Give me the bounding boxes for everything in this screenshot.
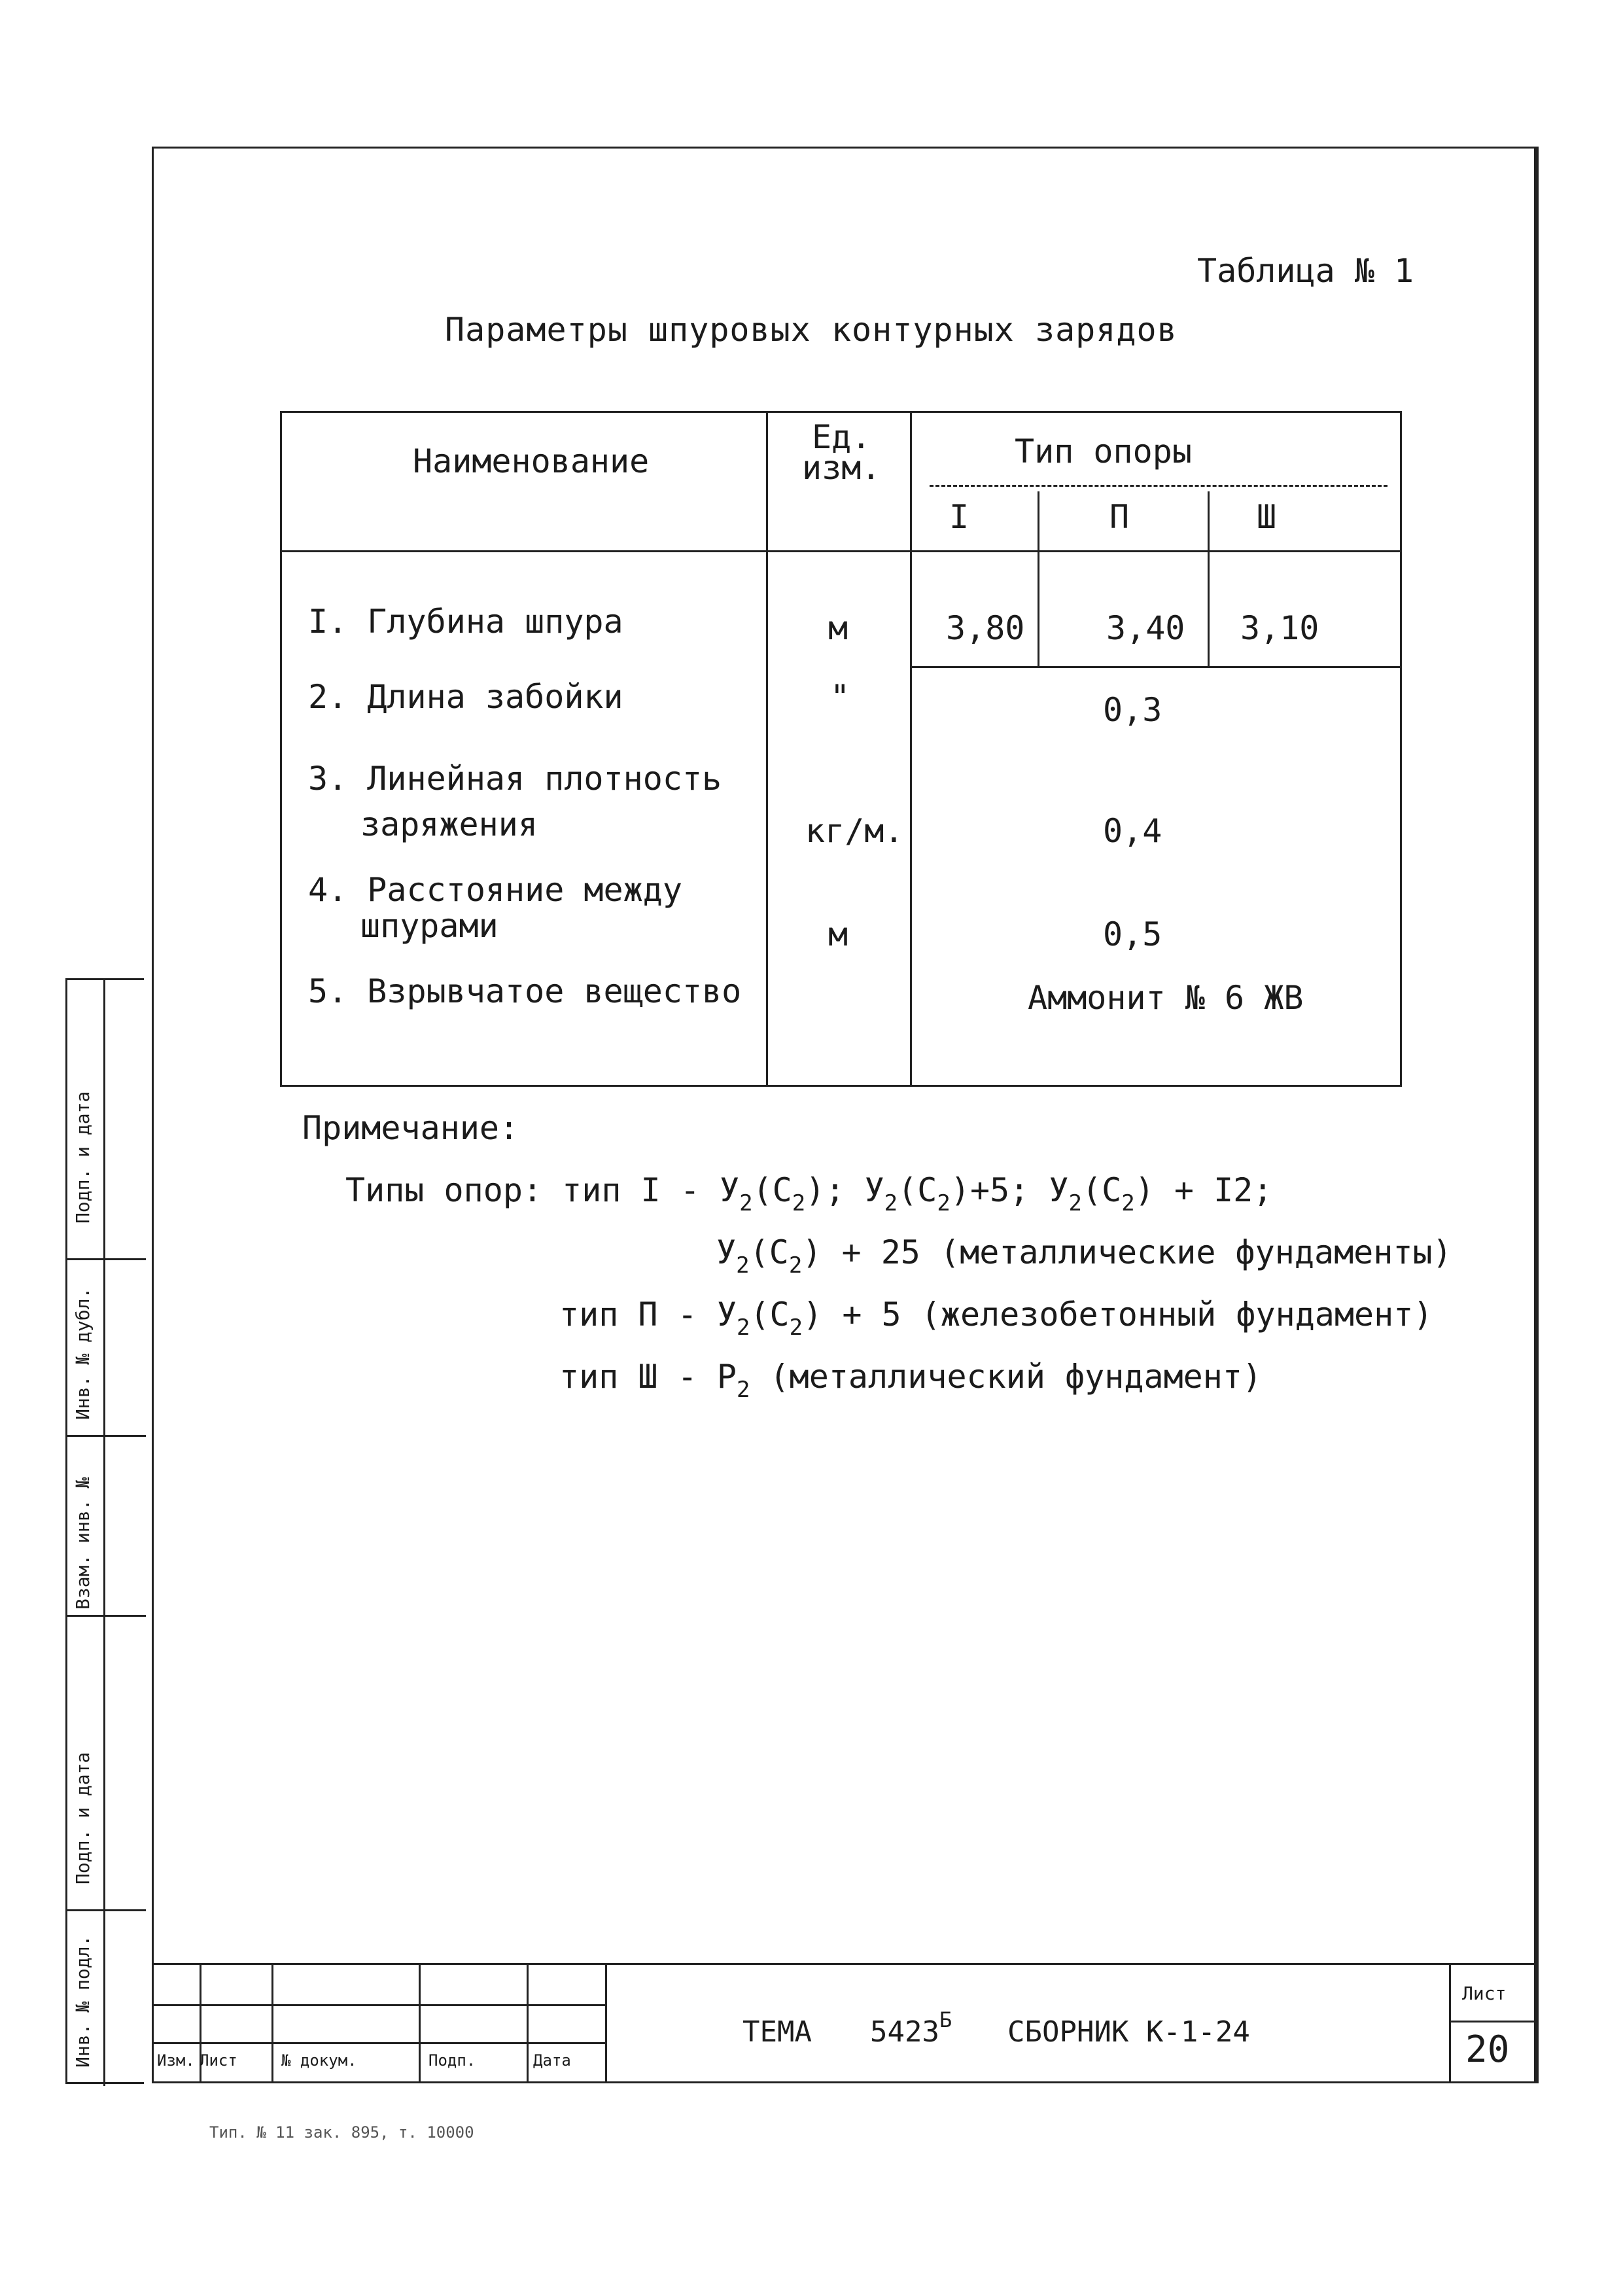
row1-unit: м <box>828 609 848 647</box>
row2-name: 2. Длина забойки <box>308 678 623 716</box>
col-divider-type2 <box>1208 491 1210 668</box>
header-type-3: Ш <box>1257 498 1277 536</box>
side-label-3: Взам. инв. № <box>72 1477 94 1610</box>
col-divider-name <box>766 413 768 1087</box>
title-block <box>152 1963 1539 2083</box>
header-type-1: I <box>949 498 969 536</box>
stamp-col-doc: № докум. <box>281 2051 357 2070</box>
stamp-col-list: Лист <box>200 2051 237 2070</box>
parameters-table <box>280 411 1402 1087</box>
row3-name-1: 3. Линейная плотность <box>308 760 722 798</box>
stamp-theme: ТЕМА <box>742 2015 812 2049</box>
note-heading: Примечание: <box>302 1109 519 1147</box>
side-label-5: Инв. № подл. <box>72 1935 94 2068</box>
stamp-col-izm: Изм. <box>157 2051 195 2070</box>
stamp-col-sign: Подп. <box>428 2051 476 2070</box>
row1-value-3: 3,10 <box>1240 609 1319 647</box>
stamp-sheet-number: 20 <box>1465 2028 1510 2071</box>
row4-name-2: шпурами <box>360 907 498 945</box>
row4-unit: м <box>828 915 848 953</box>
header-type-2: П <box>1109 498 1130 536</box>
side-label-1: Подп. и дата <box>72 1091 94 1224</box>
row2-unit: " <box>830 678 850 716</box>
note-line-1: Типы опор: тип I - $У_2(C_2)$; $У_2(C_2)+5$; $У_2(C_2) + I2$; <box>345 1171 1273 1216</box>
type-header-dashed-line <box>930 485 1387 487</box>
stamp-col-date: Дата <box>533 2051 571 2070</box>
row4-value: 0,5 <box>1103 915 1162 953</box>
note-line-3: тип $П - У_2(C_2) + 5$ (железобетонный фундамент) <box>559 1296 1433 1341</box>
side-label-4: Подп. и дата <box>72 1752 94 1884</box>
row5-value: Аммонит № 6 ЖВ <box>1028 979 1304 1017</box>
row1-name: I. Глубина шпура <box>308 603 623 641</box>
col-divider-unit <box>910 413 912 1087</box>
row4-name-1: 4. Расстояние между <box>308 871 682 909</box>
row1-bottom-line <box>910 666 1402 668</box>
side-label-2: Инв. № дубл. <box>72 1287 94 1420</box>
row3-value: 0,4 <box>1103 812 1162 850</box>
row1-value-1: 3,80 <box>946 609 1025 647</box>
header-unit-1: Ед. <box>812 418 871 456</box>
stamp-collection: СБОРНИК К-1-24 <box>1007 2015 1250 2049</box>
col-divider-type1 <box>1038 491 1039 668</box>
row3-unit: кг/м. <box>805 812 904 850</box>
header-type: Тип опоры <box>1015 433 1192 470</box>
print-footer: Тип. № 11 зак. 895, т. 10000 <box>209 2123 474 2142</box>
table-number: Таблица № 1 <box>1197 252 1414 290</box>
stamp-number: $5423^Б$ <box>870 2007 952 2049</box>
row5-name: 5. Взрывчатое вещество <box>308 972 742 1010</box>
row3-name-2: заряжения <box>360 805 538 843</box>
row2-value: 0,3 <box>1103 691 1162 729</box>
row1-value-2: 3,40 <box>1106 609 1185 647</box>
note-line-4: тип Ш - $P_2$ (металлический фундамент) <box>559 1358 1263 1403</box>
header-bottom-line <box>282 550 1402 552</box>
header-unit-2: изм. <box>802 449 881 487</box>
note-line-2: $У_2(C_2) + 25$ (металлические фундаменты) <box>716 1233 1452 1279</box>
stamp-sheet-label: Лист <box>1462 1983 1507 2004</box>
table-caption: Параметры шпуровых контурных зарядов <box>445 311 1178 349</box>
header-name: Наименование <box>413 442 650 480</box>
